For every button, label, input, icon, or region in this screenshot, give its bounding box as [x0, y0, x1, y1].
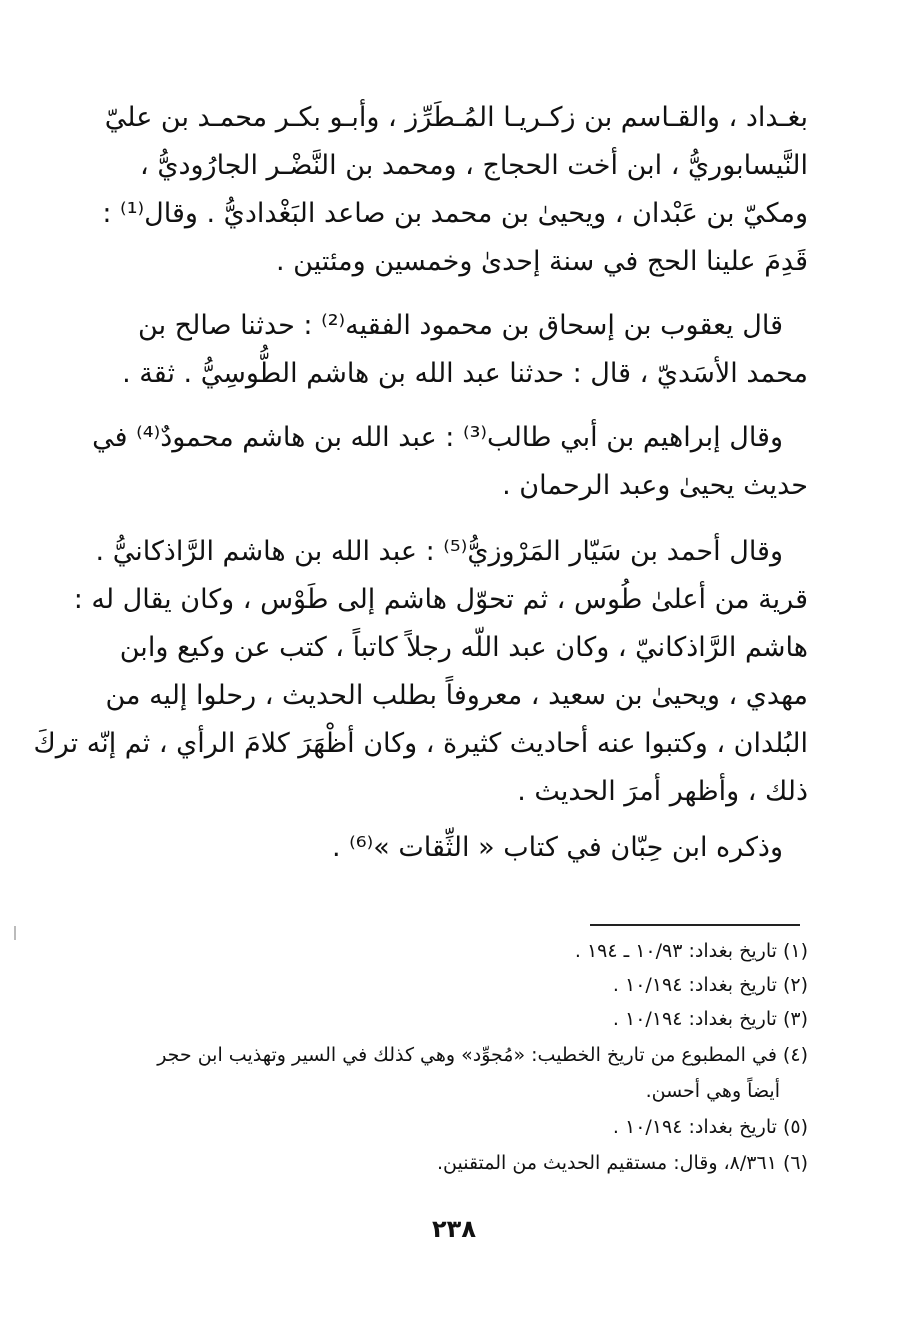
body-line: حديث يحيىٰ وعبد الرحمان . — [502, 470, 808, 501]
footnote: (١) تاريخ بغداد: ١٠/٩٣ ـ ١٩٤ . — [574, 940, 808, 962]
footnote: (٥) تاريخ بغداد: ١٠/١٩٤ . — [612, 1116, 808, 1138]
body-line: محمد الأسَديّ ، قال : حدثنا عبد الله بن هاشم الطُّوسِيُّ . ثقة . — [122, 358, 808, 389]
footnote: (٦) ٨/٣٦١، وقال: مستقيم الحديث من المتقنين. — [436, 1152, 808, 1174]
body-line: وقال أحمد بن سَيّار المَرْوزيُّ⁽⁵⁾ : عبد الله بن هاشم الرَّاذكانيُّ . — [95, 536, 783, 567]
body-line: ذلك ، وأظهر أمرَ الحديث . — [517, 776, 808, 807]
footnote: (٣) تاريخ بغداد: ١٠/١٩٤ . — [612, 1008, 808, 1030]
body-line: وقال إبراهيم بن أبي طالب⁽³⁾ : عبد الله بن هاشم محمودٌ⁽⁴⁾ في — [92, 422, 783, 453]
scan-mark — [14, 926, 16, 940]
footnote: (٤) في المطبوع من تاريخ الخطيب: «مُجوِّد» وهي كذلك في السير وتهذيب ابن حجر — [157, 1044, 808, 1066]
body-line: بغـداد ، والقـاسم بن زكـريـا المُـطَرِّز ، وأبـو بكـر محمـد بن عليّ — [104, 102, 808, 133]
page-number: ٢٣٨ — [432, 1215, 476, 1243]
footnote-separator — [590, 924, 800, 926]
body-line: قرية من أعلىٰ طُوس ، ثم تحوّل هاشم إلى طَوْس ، وكان يقال له : — [73, 584, 808, 615]
body-line: قال يعقوب بن إسحاق بن محمود الفقيه⁽²⁾ : حدثنا صالح بن — [138, 310, 783, 341]
body-line: هاشم الرَّاذكانيّ ، وكان عبد اللّه رجلاً كاتباً ، كتب عن وكيع وابن — [119, 632, 808, 663]
body-line: قَدِمَ علينا الحج في سنة إحدىٰ وخمسين ومئتين . — [276, 246, 808, 277]
body-line: ومكيّ بن عَبْدان ، ويحيىٰ بن محمد بن صاعد البَغْداديُّ . وقال⁽¹⁾ : — [102, 198, 808, 229]
body-line: وذكره ابن حِبّان في كتاب « الثِّقات »⁽⁶⁾ . — [331, 832, 783, 863]
body-line: النَّيسابوريُّ ، ابن أخت الحجاج ، ومحمد بن النَّضْـر الجارُوديُّ ، — [140, 150, 808, 181]
body-line: مهدي ، ويحيىٰ بن سعيد ، معروفاً بطلب الحديث ، رحلوا إليه من — [105, 680, 808, 711]
body-line: البُلدان ، وكتبوا عنه أحاديث كثيرة ، وكان أظْهَرَ كلامَ الرأي ، ثم إنّه تركَ — [33, 728, 808, 759]
footnote-continuation: أيضاً وهي أحسن. — [645, 1080, 780, 1102]
footnote: (٢) تاريخ بغداد: ١٠/١٩٤ . — [612, 974, 808, 996]
